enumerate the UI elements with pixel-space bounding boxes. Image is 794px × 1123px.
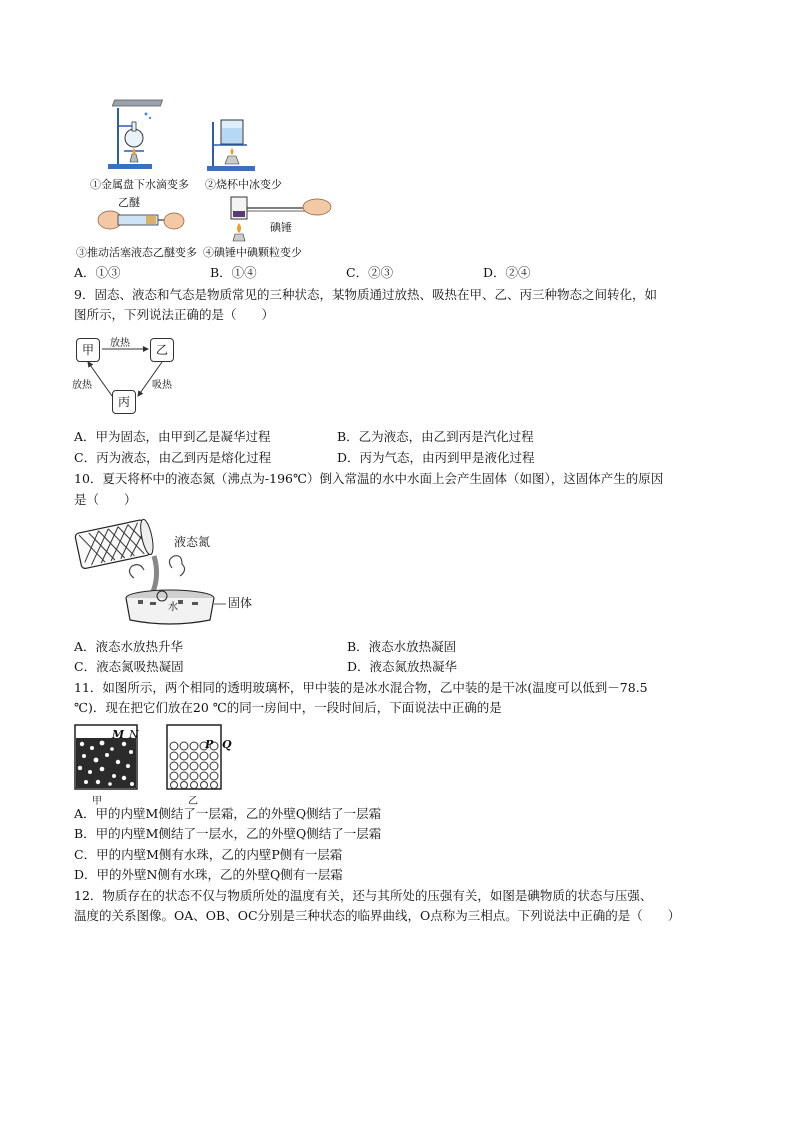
- figure-4-label: 碘锤: [270, 221, 292, 234]
- figure-beaker-ice-apparatus: [205, 112, 265, 174]
- q9-arrow-label-left: 放热: [72, 380, 92, 391]
- q10-option-c[interactable]: C．液态氮吸热凝固: [74, 659, 184, 674]
- q11-label-q: Q: [222, 738, 232, 751]
- figure-1-caption: ①金属盘下水滴变多: [90, 178, 189, 191]
- q11-label-p: P: [205, 738, 214, 751]
- q9-node-yi: 乙: [150, 338, 174, 362]
- q9-arrow-label-top: 放热: [110, 338, 130, 349]
- q9-option-b[interactable]: B．乙为液态，由乙到丙是汽化过程: [337, 429, 534, 444]
- figure-3-label: 乙醚: [118, 196, 140, 209]
- q10-label-solid: 固体: [228, 596, 253, 610]
- q9-option-a[interactable]: A．甲为固态，由甲到乙是凝华过程: [74, 429, 271, 444]
- q11-label-n: N: [129, 728, 139, 741]
- figure-3-caption: ③推动活塞液态乙醚变多: [76, 246, 197, 259]
- q11-option-b[interactable]: B．甲的内壁M侧结了一层水，乙的外壁Q侧结了一层霜: [74, 826, 382, 841]
- q9-stem-line-2: 图所示，下列说法正确的是（ ）: [74, 307, 275, 322]
- q9-stem-line-1: 9．固态、液态和气态是物质常见的三种状态，某物质通过放热、吸热在甲、乙、丙三种物态之间转化，如: [74, 287, 657, 302]
- q8-option-a[interactable]: A．①③: [74, 265, 121, 280]
- q9-node-jia: 甲: [76, 338, 100, 362]
- q10-label-liquid-nitrogen: 液态氮: [174, 535, 211, 549]
- q11-stem-line-2: ℃)．现在把它们放在20 ℃的同一房间中，一段时间后，下面说法中正确的是: [74, 700, 502, 715]
- q11-label-yi: 乙: [188, 796, 198, 807]
- q10-option-b[interactable]: B．液态水放热凝固: [347, 639, 457, 654]
- figure-syringe-ether: [96, 206, 186, 236]
- q9-node-bing: 丙: [112, 390, 136, 414]
- q9-option-d[interactable]: D．丙为气态，由丙到甲是液化过程: [337, 450, 535, 465]
- q8-option-c[interactable]: C．②③: [346, 265, 394, 280]
- q8-option-b[interactable]: B．①④: [210, 265, 257, 280]
- figure-2-caption: ②烧杯中冰变少: [205, 178, 282, 191]
- q11-option-c[interactable]: C．甲的内壁M侧有水珠，乙的内壁P侧有一层霜: [74, 847, 343, 862]
- q9-option-c[interactable]: C．丙为液态，由乙到丙是熔化过程: [74, 450, 272, 465]
- figure-metal-plate-apparatus: [104, 96, 174, 174]
- q11-option-a[interactable]: A．甲的内壁M侧结了一层霜，乙的外壁Q侧结了一层霜: [74, 806, 382, 821]
- q11-label-jia: 甲: [92, 796, 102, 807]
- q11-label-m: M: [112, 728, 125, 741]
- q10-liquid-nitrogen-figure: [74, 516, 244, 628]
- q10-stem-line-1: 10．夏天将杯中的液态氮（沸点为-196℃）倒入常温的水中水面上会产生固体（如图），这固体产生的原因: [74, 471, 664, 486]
- q10-stem-line-2: 是（ ）: [74, 492, 137, 507]
- q10-label-water: 水: [168, 602, 178, 613]
- q9-arrow-label-right: 吸热: [152, 380, 172, 391]
- q12-stem-line-2: 温度的关系图像。OA、OB、OC分别是三种状态的临界曲线，O点称为三相点。下列说法中正确的是（ ）: [74, 908, 681, 923]
- figure-4-caption: ④碘锤中碘颗粒变少: [203, 246, 302, 259]
- q10-option-a[interactable]: A．液态水放热升华: [74, 639, 184, 654]
- q12-stem-line-1: 12．物质存在的状态不仅与物质所处的温度有关，还与其所处的压强有关，如图是碘物质的状态与压强、: [74, 888, 653, 903]
- q10-option-d[interactable]: D．液态氮放热凝华: [347, 659, 458, 674]
- q11-stem-line-1: 11．如图所示，两个相同的透明玻璃杯，甲中装的是冰水混合物，乙中装的是干冰(温度可以低到－78.5: [74, 680, 648, 695]
- q11-cup-yi: [166, 722, 238, 792]
- q11-option-d[interactable]: D．甲的外壁N侧有水珠，乙的外壁Q侧有一层霜: [74, 867, 343, 882]
- figure-iodine-hammer: [225, 193, 333, 243]
- q8-option-d[interactable]: D．②④: [483, 265, 531, 280]
